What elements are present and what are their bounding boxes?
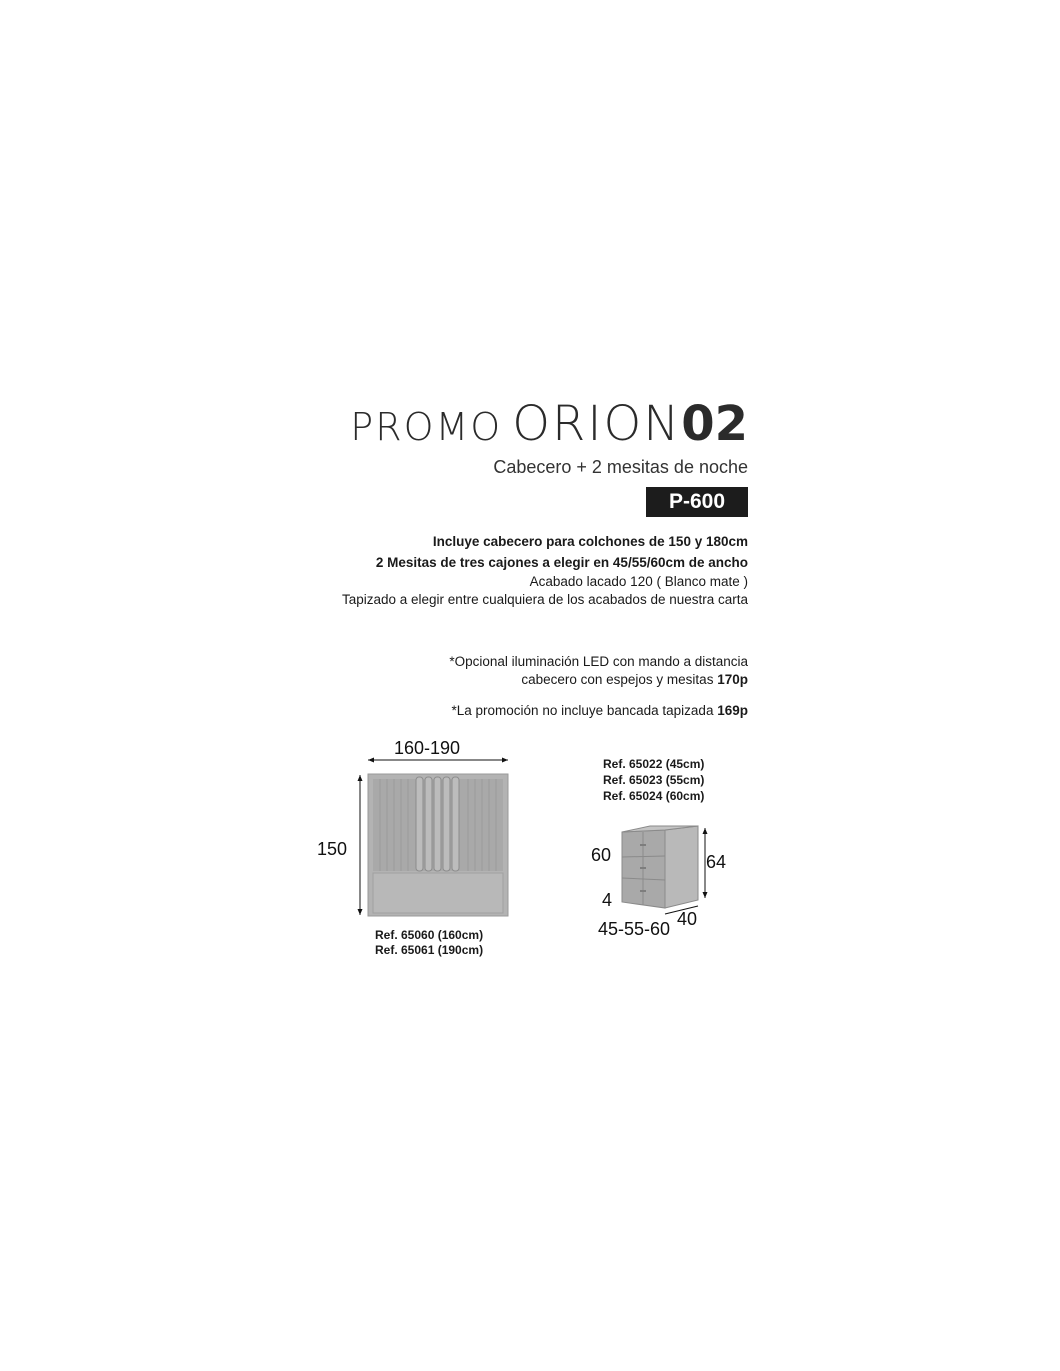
description-line-4: Tapizado a elegir entre cualquiera de los acabados de nuestra carta <box>341 592 748 607</box>
price-badge: P-600 <box>646 487 748 517</box>
nightstand-width-label: 45-55-60 <box>598 919 671 939</box>
nightstand-ref-3: Ref. 65024 (60cm) <box>603 789 705 803</box>
nightstand-height-label: 60 <box>591 845 612 865</box>
description-line-2: 2 Mesitas de tres cajones a elegir en 45/55/60cm de ancho <box>375 555 748 570</box>
description-line-1: Incluye cabecero para colchones de 150 y 180cm <box>432 534 748 549</box>
led-option-text: cabecero con espejos y mesitas <box>521 672 714 687</box>
led-option-price: 170p <box>717 672 748 687</box>
title-promo: PROMO <box>350 405 503 449</box>
nightstand-ref-1: Ref. 65022 (45cm) <box>603 757 705 771</box>
led-option-line-1: *Opcional iluminación LED con mando a distancia <box>449 654 748 669</box>
page-title <box>350 396 748 452</box>
headboard-drawing <box>340 755 530 925</box>
led-option-line-2 <box>521 672 748 687</box>
description-line-3: Acabado lacado 120 ( Blanco mate ) <box>529 574 748 589</box>
title-number: 02 <box>681 396 748 452</box>
subtitle: Cabecero + 2 mesitas de noche <box>493 457 748 477</box>
headboard-ref-1: Ref. 65060 (160cm) <box>375 928 484 942</box>
nightstand-leg-label: 4 <box>602 890 613 910</box>
bench-note-text: *La promoción no incluye bancada tapizada <box>451 703 714 718</box>
bench-note <box>452 703 748 718</box>
headboard-height-label: 150 <box>317 839 348 859</box>
nightstand-ref-2: Ref. 65023 (55cm) <box>603 773 705 787</box>
nightstand-drawing <box>610 820 720 920</box>
bench-note-price: 169p <box>717 703 748 718</box>
nightstand-total-height-label: 64 <box>706 852 727 872</box>
title-orion: ORION <box>512 396 682 452</box>
headboard-width-label: 160-190 <box>394 738 461 758</box>
nightstand-depth-label: 40 <box>677 909 698 929</box>
headboard-ref-2: Ref. 65061 (190cm) <box>375 943 484 957</box>
